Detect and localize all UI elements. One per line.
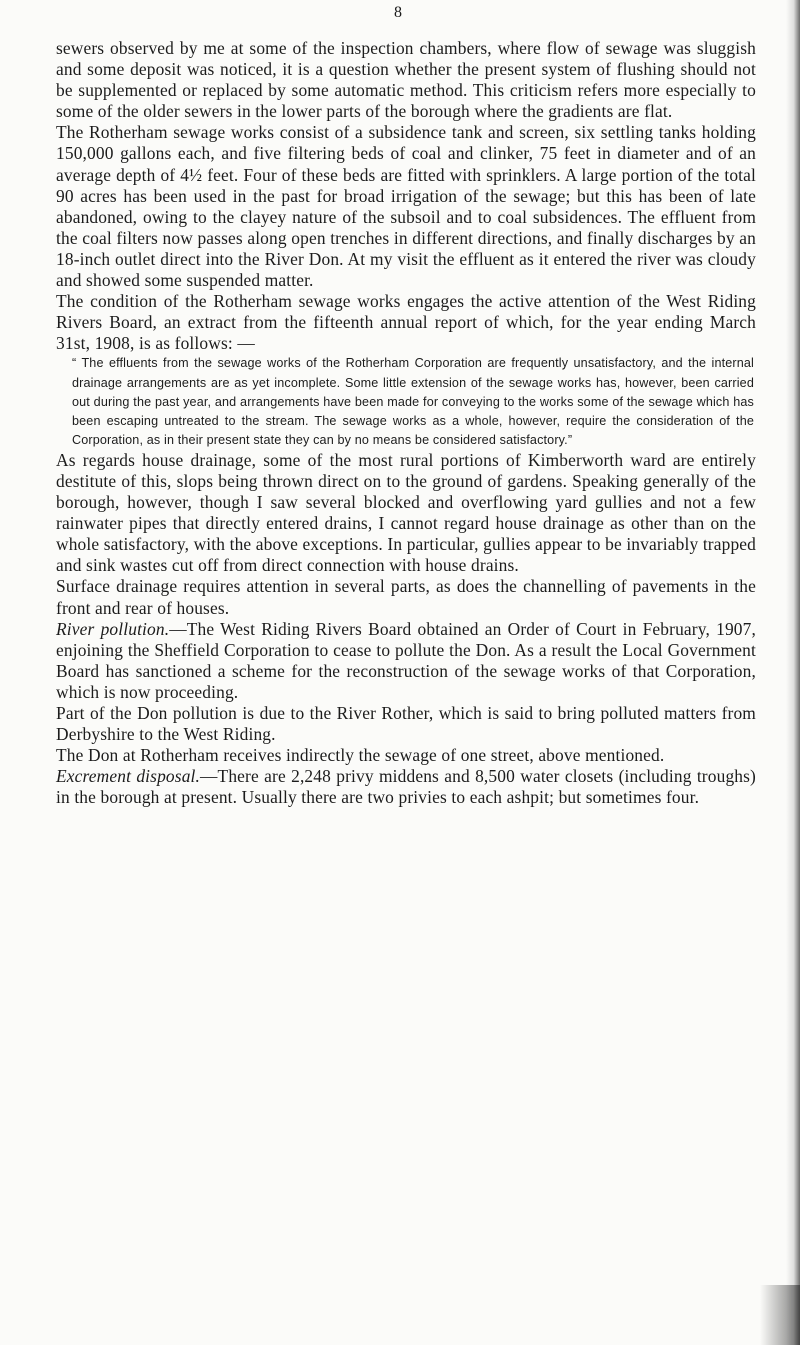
paragraph-house-drainage: As regards house drainage, some of the most rural portions of Kimberworth ward are entirely destitute of this, slops being thrown direct on to the ground of gardens. Speaking generally of the borough, however, though I saw several blocked and overflowing yard gullies and not a few rainwater pipes that directly entered drains, I cannot regard house drainage as other than on the whole satisfactory, with the above exceptions. In particular, gullies appear to be invariably trapped and sink wastes cut off from direct connection with house drains. — [56, 449, 757, 576]
heading-excrement-disposal: Excrement disposal. — [56, 766, 201, 787]
river-pollution-text: —The West Riding Rivers Board obtained an Order of Court in February, 1907, enjoining the Sheffield Corporation to cease to pollute the Don. As a result the Local Government Board has sanctioned a scheme for the reconstruction of the sewage works of that Corporation, which is now proceeding. — [56, 618, 756, 702]
paragraph-surface-drainage: Surface drainage requires attention in several parts, as does the channelling of pavements in the front and rear of houses. — [56, 576, 756, 618]
page-number: 8 — [394, 4, 402, 21]
quoted-report-extract: “ The effluents from the sewage works of the Rotherham Corporation are frequently unsatisfactory, and the internal drainage arrangements are as yet incomplete. Some little extension of the sewage works has, however, been carried out during the past year, and arrangements have been made for conveying to the works some of the sewage which has been escaping untreated to the stream. The sewage works as a whole, however, require the consideration of the Corporation, as in their present state they can by no means be considered satisfactory.” — [72, 356, 754, 447]
paragraph-river-pollution — [56, 619, 756, 703]
paragraph-river-rother: Part of the Don pollution is due to the River Rother, which is said to bring polluted matters from Derbyshire to the West Riding. — [56, 703, 756, 745]
page-corner-shadow — [760, 1285, 800, 1345]
paragraph-excrement-disposal — [56, 766, 756, 808]
paragraph-sewers: sewers observed by me at some of the inspection chambers, where flow of sewage was sluggish and some deposit was noticed, it is a question whether the present system of flushing should not be supplemented or replaced by some automatic method. This criticism refers more especially to some of the older sewers in the lower parts of the borough where the gradients are flat. — [56, 38, 756, 122]
excrement-disposal-text: —There are 2,248 privy middens and 8,500 water closets (including troughs) in the borough at present. Usually there are two privies to each ashpit; but sometimes four. — [56, 766, 756, 808]
paragraph-rivers-board: The condition of the Rotherham sewage works engages the active attention of the West Riding Rivers Board, an extract from the fifteenth annual report of which, for the year ending March 31st, 1908, is as follows: — — [56, 291, 756, 354]
paragraph-don-rotherham: The Don at Rotherham receives indirectly the sewage of one street, above mentioned. — [56, 745, 665, 766]
paragraph-sewage-works: The Rotherham sewage works consist of a subsidence tank and screen, six settling tanks holding 150,000 gallons each, and five filtering beds of coal and clinker, 75 feet in diameter and of an average depth of 4½ feet. Four of these beds are fitted with sprinklers. A large portion of the total 90 acres has been used in the past for broad irrigation of the sewage; but this has been of late abandoned, owing to the clayey nature of the subsoil and to coal subsidences. The effluent from the coal filters now passes along open trenches in different directions, and finally discharges by an 18-inch outlet direct into the River Don. At my visit the effluent as it entered the river was cloudy and showed some suspended matter. — [56, 122, 756, 291]
body-text — [56, 38, 756, 808]
page-edge-shadow — [786, 0, 800, 1345]
heading-river-pollution: River pollution. — [56, 618, 170, 639]
